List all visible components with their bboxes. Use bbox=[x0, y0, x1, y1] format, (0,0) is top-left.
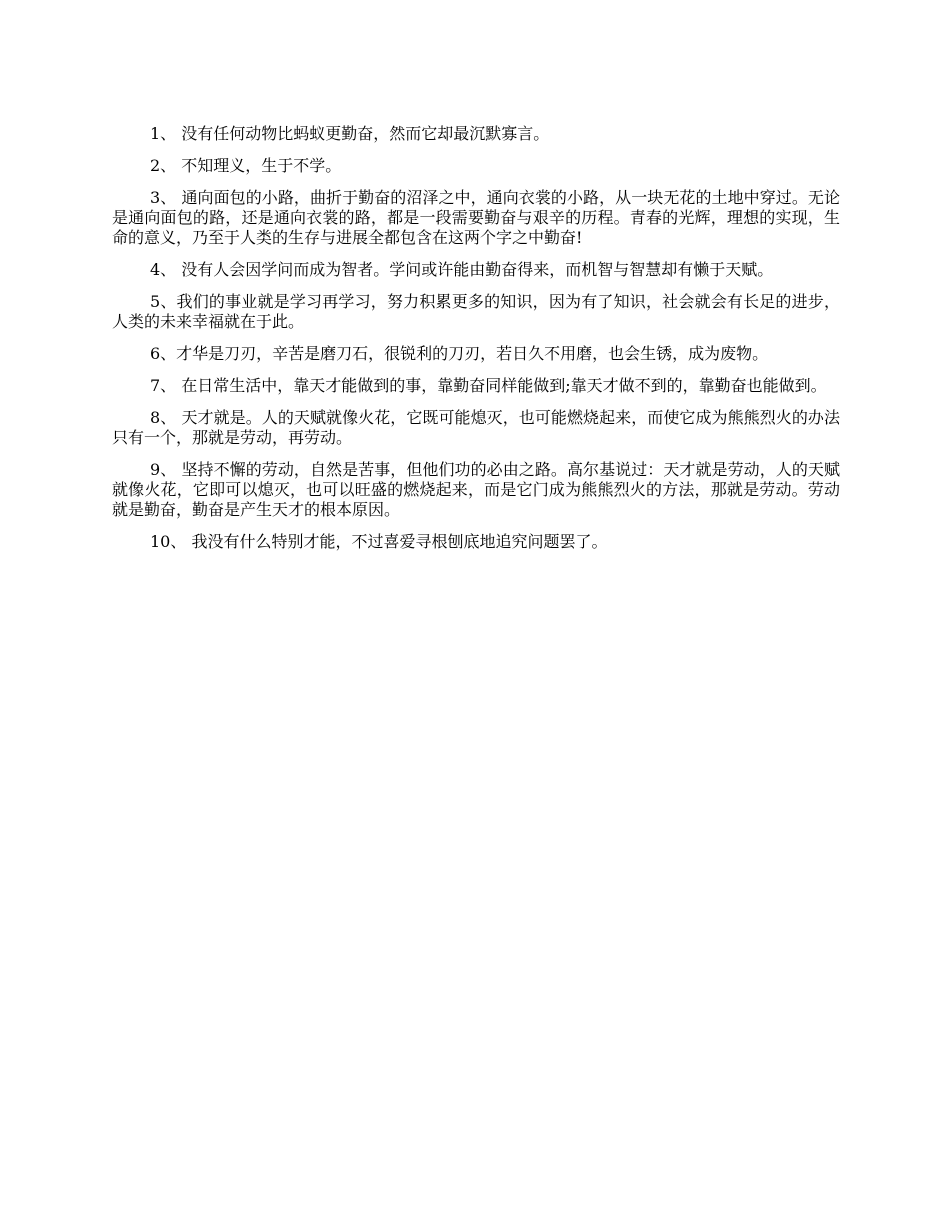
paragraph-4: 4、 没有人会因学问而成为智者。学问或许能由勤奋得来，而机智与智慧却有懒于天赋。 bbox=[150, 260, 774, 279]
paragraph-9: 9、 坚持不懈的劳动，自然是苦事，但他们功的必由之路。高尔基说过：天才就是劳动，人的天赋就像火花，它即可以熄灭，也可以旺盛的燃烧起来，而是它门成为熊熊烈火的方法，那就是劳动。劳动就是勤奋，勤奋是产生天才的根本原因。 bbox=[112, 460, 840, 519]
paragraph-3: 3、 通向面包的小路，曲折于勤奋的沼泽之中，通向衣裳的小路，从一块无花的土地中穿过。无论是通向面包的路，还是通向衣裳的路，都是一段需要勤奋与艰辛的历程。青春的光辉，理想的实现，生命的意义，乃至于人类的生存与进展全都包含在这两个字之中勤奋! bbox=[112, 188, 840, 247]
paragraph-5: 5、我们的事业就是学习再学习，努力积累更多的知识，因为有了知识，社会就会有长足的进步，人类的未来幸福就在于此。 bbox=[112, 292, 840, 331]
paragraph-10: 10、 我没有什么特别才能，不过喜爱寻根刨底地追究问题罢了。 bbox=[150, 532, 608, 551]
paragraph-7: 7、 在日常生活中，靠天才能做到的事，靠勤奋同样能做到;靠天才做不到的，靠勤奋也能做到。 bbox=[150, 376, 827, 395]
paragraph-2: 2、 不知理义，生于不学。 bbox=[150, 156, 342, 175]
paragraph-6: 6、才华是刀刃，辛苦是磨刀石，很锐利的刀刃，若日久不用磨，也会生锈，成为废物。 bbox=[150, 344, 769, 363]
paragraph-1: 1、 没有任何动物比蚂蚁更勤奋，然而它却最沉默寡言。 bbox=[150, 124, 550, 143]
document-body bbox=[112, 124, 840, 564]
paragraph-8: 8、 天才就是。人的天赋就像火花，它既可能熄灭，也可能燃烧起来，而使它成为熊熊烈火的办法只有一个，那就是劳动，再劳动。 bbox=[112, 408, 840, 447]
